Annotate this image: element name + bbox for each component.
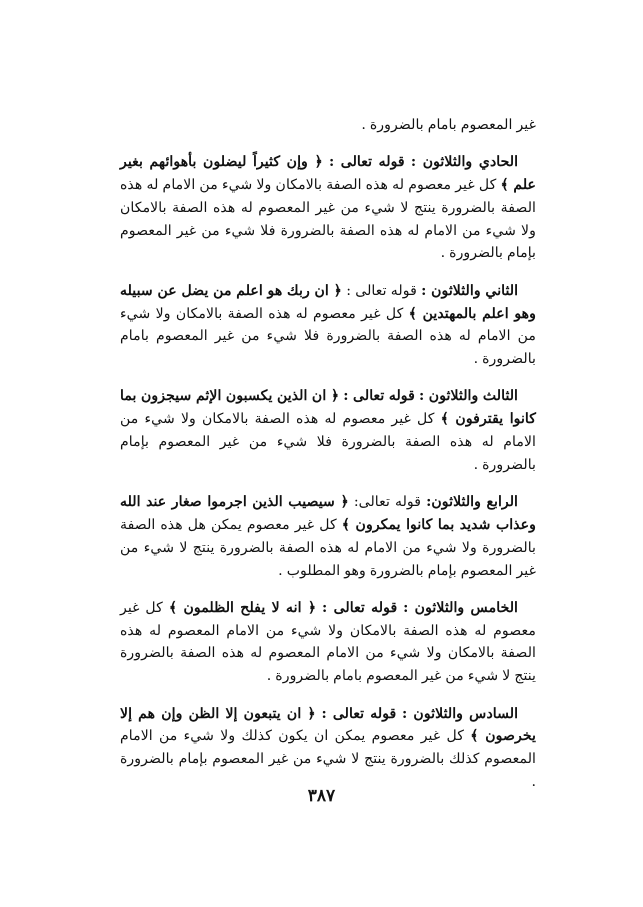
page-body bbox=[120, 114, 536, 814]
paragraph-34 bbox=[120, 491, 536, 582]
page-number: ٣٨٧ bbox=[307, 786, 336, 806]
paragraph-continuation bbox=[120, 114, 536, 137]
paragraph-31 bbox=[120, 151, 536, 265]
paragraph-heading: الخامس والثلاثون : bbox=[403, 599, 518, 616]
paragraph-text: كل غير معصوم له هذه الصفة بالامكان ولا شيء من الامام له هذه الصفة بالضرورة ينتج لا شيء من غير المعصوم له هذه الصفة بالامكان ولا شيء من الامام له هذه الصفة بالضرورة فلا شيء من غير المعصوم بإمام بالضرورة . bbox=[120, 177, 536, 262]
paragraph-text: كل غير معصوم يمكن هل هذه الصفة بالضرورة ولا شيء من الامام له هذه الصفة بالضرورة ينتج لا شيء من غير المعصوم بإمام بالضرورة وهو المطلوب . bbox=[120, 516, 536, 579]
paragraph-heading: السادس والثلاثون : bbox=[402, 705, 519, 722]
paragraph-35 bbox=[120, 597, 536, 688]
paragraph-33 bbox=[120, 385, 536, 476]
paragraph-36 bbox=[120, 703, 536, 794]
quran-quote: ﴿ ان ربك هو اعلم من يضل عن سبيله وهو اعلم بالمهتدين ﴾ bbox=[120, 282, 536, 322]
quran-quote: ﴿ انه لا يفلح الظلمون ﴾ bbox=[168, 599, 317, 616]
paragraph-text: كل غير معصوم له هذه الصفة بالامكان ولا شيء من الامام المعصوم له هذه الصفة بالامكان ولا شيء من الامام المعصوم له هذه الصفة بالضرورة ينتج لا شيء من غير المعصوم بامام بالضرورة . bbox=[120, 599, 536, 685]
paragraph-intro: قوله تعالى : bbox=[322, 599, 398, 616]
paragraph-intro: قوله تعالى : bbox=[321, 705, 397, 722]
paragraph-heading: الحادي والثلاثون : bbox=[410, 154, 519, 171]
paragraph-text: غير المعصوم بامام بالضرورة . bbox=[361, 117, 536, 133]
paragraph-text: كل غير معصوم يمكن ان يكون كذلك ولا شيء من الامام المعصوم كذلك بالضرورة ينتج لا شيء من غير المعصوم بإمام بالضرورة . bbox=[120, 728, 536, 790]
paragraph-text: كل غير معصوم له هذه الصفة بالامكان ولا شيء من الامام له هذه الصفة بالضرورة فلا شيء من غير المعصوم بإمام بالضرورة . bbox=[120, 411, 536, 473]
paragraph-intro: قوله تعالى : bbox=[346, 282, 417, 299]
paragraph-text: كل غير معصوم له هذه الصفة بالامكان ولا شيء من الامام له هذه الصفة بالضرورة فلا شيء من غير المعصوم بامام بالضرورة . bbox=[120, 305, 536, 368]
paragraph-heading: الرابع والثلاثون: bbox=[426, 494, 518, 511]
quran-quote: ﴿ ان يتبعون إلا الظن وإن هم إلا يخرصون ﴾ bbox=[120, 705, 536, 745]
quran-quote: ﴿ ان الذين يكسبون الإثم سيجزون بما كانوا يقترفون ﴾ bbox=[120, 388, 537, 428]
paragraph-heading: الثالث والثلاثون : bbox=[419, 388, 518, 405]
paragraph-intro: قوله تعالى : bbox=[343, 388, 415, 405]
paragraph-intro: قوله تعالى : bbox=[328, 154, 405, 171]
paragraph-intro: قوله تعالى: bbox=[353, 494, 422, 511]
paragraph-32 bbox=[120, 280, 536, 371]
paragraph-heading: الثاني والثلاثون : bbox=[421, 282, 519, 299]
quran-quote: ﴿ سيصيب الذين اجرموا صغار عند الله وعذاب شديد بما كانوا يمكرون ﴾ bbox=[120, 494, 537, 533]
quran-quote: ﴿ وإن كثيراً ليضلون بأهوائهم بغير علم ﴾ bbox=[120, 154, 537, 194]
